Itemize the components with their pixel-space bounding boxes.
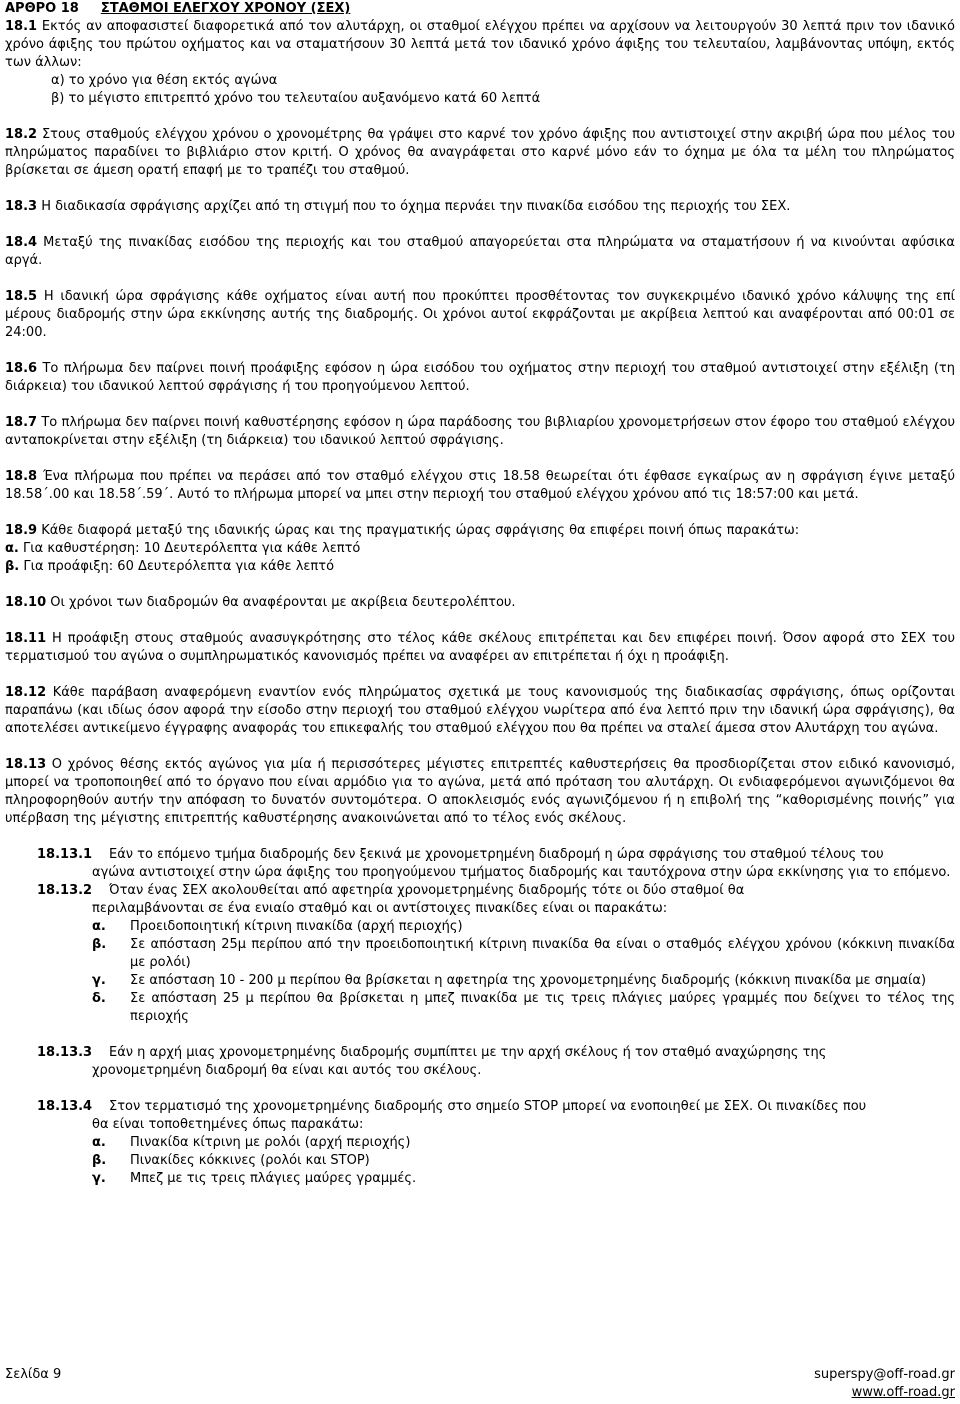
footer-contact [814, 1366, 955, 1402]
subsection-18-13-2: 18.13.2 Όταν ένας ΣΕΧ ακολουθείται από αφετηρία χρονομετρημένης διαδρομής τότε οι δύο σταθμοί θα περιλαμβάνονται σε ένα ενιαίο σταθμό και οι αντίστοιχες πινακίδες είναι οι παρακάτω: α. Προειδοποιητική κίτρινη πινακίδα (αρχή περιοχής) β. Σε απόσταση 25μ περίπου από την προειδοποιητική κίτρινη πινακίδα θα είναι ο σταθμός ελέγχου χρόνου (κόκκινη πινακίδα με ρολόι) γ. Σε απόσταση 10 - 200 μ περίπου θα βρίσκεται η αφετηρία της χρονομετρημένης διαδρομής (κόκκινη πινακίδα με σημαία) δ. Σε απόσταση 25 μ περίπου θα βρίσκεται η μπεζ πινακίδα με τις τρεις πλάγιες μαύρες γραμμές που δείχνει το τέλος της περιοχής [5, 882, 955, 1026]
paragraph-18-1-a: α) το χρόνο για θέση εκτός αγώνα [51, 73, 278, 88]
list-item: α. Πινακίδα κίτρινη με ρολόι (αρχή περιοχής) [92, 1135, 411, 1150]
footer-website-link[interactable]: www.off-road.gr [851, 1385, 955, 1400]
paragraph-18-7: 18.7 Το πλήρωμα δεν παίρνει ποινή καθυστέρησης εφόσον η ώρα παράδοσης του βιβλιαρίου χρονομετρήσεων στον έφορο του σταθμού ελέγχου ανταποκρίνεται στην εξέλιξη (τη διάρκεια) του ιδανικού λεπτού σφράγισης. [5, 415, 955, 448]
paragraph-18-12: 18.12 Κάθε παράβαση αναφερόμενη εναντίον ενός πληρώματος σχετικά με τους κανονισμούς της διαδικασίας σφράγισης, όπως ορίζονται παραπάνω (και ιδίως όσον αφορά την είσοδο στην περιοχή του σταθμού ελέγχου νωρίτερα από ένα λεπτό πριν την ιδανική ώρα σφράγισης), θα αποτελέσει αντικείμενο έγγραφης αναφοράς του επικεφαλής του σταθμού ελέγχου που θα πρέπει να σταλεί άμεσα στον Αλυτάρχη του αγώνα. [5, 685, 955, 736]
list-item: γ. Σε απόσταση 10 - 200 μ περίπου θα βρίσκεται η αφετηρία της χρονομετρημένης διαδρομής (κόκκινη πινακίδα με σημαία) [92, 973, 927, 988]
paragraph-18-5: 18.5 Η ιδανική ώρα σφράγισης κάθε οχήματος είναι αυτή που προκύπτει προσθέτοντας τον συγκεκριμένο ιδανικό χρόνο κάλυψης της επί μέρους διαδρομής στην ώρα εκκίνησης αυτής της διαδρομής. Οι χρόνοι αυτοί εκφράζονται με ακρίβεια λεπτού και αναφέρονται από 00:01 σε 24:00. [5, 289, 955, 340]
paragraph-18-9-a: α. Για καθυστέρηση: 10 Δευτερόλεπτα για κάθε λεπτό [5, 541, 361, 556]
paragraph-18-9: 18.9 Κάθε διαφορά μεταξύ της ιδανικής ώρας και της πραγματικής ώρας σφράγισης θα επιφέρει ποινή όπως παρακάτω: [5, 523, 800, 538]
list-item: β. Σε απόσταση 25μ περίπου από την προειδοποιητική κίτρινη πινακίδα θα είναι ο σταθμός ελέγχου χρόνου (κόκκινη πινακίδα με ρολόι) [92, 937, 955, 970]
document-body [5, 18, 955, 1188]
page-number: Σελίδα 9 [5, 1367, 62, 1382]
list-item: δ. Σε απόσταση 25 μ περίπου θα βρίσκεται η μπεζ πινακίδα με τις τρεις πλάγιες μαύρες γραμμές που δείχνει το τέλος της περιοχής [92, 991, 955, 1024]
paragraph-18-1-b: β) το μέγιστο επιτρεπτό χρόνο του τελευταίου αυξανόμενο κατά 60 λεπτά [51, 91, 541, 106]
article-number: ΑΡΘΡΟ 18 [5, 1, 79, 16]
paragraph-18-9-b: β. Για προάφιξη: 60 Δευτερόλεπτα για κάθε λεπτό [5, 559, 335, 574]
paragraph-18-11: 18.11 Η προάφιξη στους σταθμούς ανασυγκρότησης στο τέλος κάθε σκέλους επιτρέπεται και δεν επιφέρει ποινή. Όσον αφορά στο ΣΕΧ του τερματισμού του αγώνα ο συμπληρωματικός κανονισμός πρέπει να αναφέρει αν επιτρέπεται ή όχι η προάφιξη. [5, 631, 955, 664]
paragraph-18-8: 18.8 Ένα πλήρωμα που πρέπει να περάσει από τον σταθμό ελέγχου στις 18.58 θεωρείται ότι έφθασε εγκαίρως αν η σφράγιση έγινε μεταξύ 18.58΄.00 και 18.58΄.59΄. Αυτό το πλήρωμα μπορεί να μπει στην περιοχή του σταθμού ελέγχου χρόνου από τις 18:57:00 και μετά. [5, 469, 955, 502]
subsection-18-13-3: 18.13.3 Εάν η αρχή μιας χρονομετρημένης διαδρομής συμπίπτει με την αρχή σκέλους ή τον σταθμό αναχώρησης της χρονομετρημένη διαδρομή θα είναι και αυτός του σκέλους. [37, 1045, 827, 1078]
list-item: α. Προειδοποιητική κίτρινη πινακίδα (αρχή περιοχής) [92, 919, 463, 934]
footer-email[interactable]: superspy@off-road.gr [814, 1367, 955, 1382]
article-title: ΣΤΑΘΜΟΙ ΕΛΕΓΧΟΥ ΧΡΟΝΟΥ (ΣΕΧ) [100, 1, 351, 16]
subsection-18-13-1: 18.13.1 Εάν το επόμενο τμήμα διαδρομής δεν ξεκινά με χρονομετρημένη διαδρομή η ώρα σφράγισης του σταθμού τέλους του αγώνα αντιστοιχεί στην ώρα άφιξης του προηγούμενου τμήματος διαδρομής και ταυτόχρονα στην ώρα εκκίνησης για το επόμενο. [37, 847, 951, 880]
article-heading [5, 0, 350, 18]
list-item: γ. Μπεζ με τις τρεις πλάγιες μαύρες γραμμές. [92, 1171, 417, 1186]
list-item: β. Πινακίδες κόκκινες (ρολόι και STOP) [92, 1153, 370, 1168]
paragraph-18-1: 18.1 Εκτός αν αποφασιστεί διαφορετικά από τον αλυτάρχη, οι σταθμοί ελέγχου πρέπει να αρχίσουν να λειτουργούν 30 λεπτά πριν τον ιδανικό χρόνο άφιξης του πρώτου οχήματος και να σταματήσουν 30 λεπτά μετά τον ιδανικό χρόνο άφιξης του τελευταίου, λαμβάνοντας υπόψη, εκτός των άλλων: [5, 19, 955, 70]
paragraph-18-6: 18.6 Το πλήρωμα δεν παίρνει ποινή προάφιξης εφόσον η ώρα εισόδου του οχήματος στην περιοχή του σταθμού αντιστοιχεί στην εξέλιξη (τη διάρκεια) του ιδανικού λεπτού σφράγισης ή του προηγούμενου λεπτού. [5, 361, 955, 394]
paragraph-18-2: 18.2 Στους σταθμούς ελέγχου χρόνου ο χρονομέτρης θα γράψει στο καρνέ τον χρόνο άφιξης που αντιστοιχεί στην ακριβή ώρα που μέλος του πληρώματος παραδίνει το βιβλιάριο στον κριτή. Ο χρόνος θα αναγράφεται στο καρνέ μόνο εάν το όχημα με όλα τα μέλη του πληρώματος βρίσκεται σε άμεση ορατή επαφή με το τραπέζι του σταθμού. [5, 127, 955, 178]
paragraph-18-3: 18.3 Η διαδικασία σφράγισης αρχίζει από τη στιγμή που το όχημα περνάει την πινακίδα εισόδου της περιοχής του ΣΕΧ. [5, 199, 791, 214]
subsection-18-13-4: 18.13.4 Στον τερματισμό της χρονομετρημένης διαδρομής στο σημείο STOP μπορεί να ενοποιηθεί με ΣΕΧ. Οι πινακίδες που θα είναι τοποθετημένες όπως παρακάτω: α. Πινακίδα κίτρινη με ρολόι (αρχή περιοχής) β. Πινακίδες κόκκινες (ρολόι και STOP) γ. Μπεζ με τις τρεις πλάγιες μαύρες γραμμές. [5, 1098, 955, 1188]
paragraph-18-10: 18.10 Οι χρόνοι των διαδρομών θα αναφέρονται με ακρίβεια δευτερολέπτου. [5, 595, 516, 610]
paragraph-18-4: 18.4 Μεταξύ της πινακίδας εισόδου της περιοχής και του σταθμού απαγορεύεται στα πληρώματα να σταματήσουν ή να κινούνται αφύσικα αργά. [5, 235, 955, 268]
paragraph-18-13: 18.13 Ο χρόνος θέσης εκτός αγώνος για μία ή περισσότερες μέγιστες επιτρεπτές καθυστερήσεις θα προσδιορίζεται στον ειδικό κανονισμό, μπορεί να τροποποιηθεί από το όργανο που είναι αρμόδιο για το αγώνα, μετά από πρόταση του αλυτάρχη. Οι ενδιαφερόμενοι αγωνιζόμενοι θα πληροφορηθούν αυτήν την απόφαση το δυνατόν συντομότερα. Ο αποκλεισμός ενός αγωνιζόμενου ή η επιβολή της “καθορισμένης ποινής” για υπέρβαση της μέγιστης επιτρεπτής καθυστέρησης ανακοινώνεται από το τέλος ενός σκέλους. [5, 757, 955, 826]
